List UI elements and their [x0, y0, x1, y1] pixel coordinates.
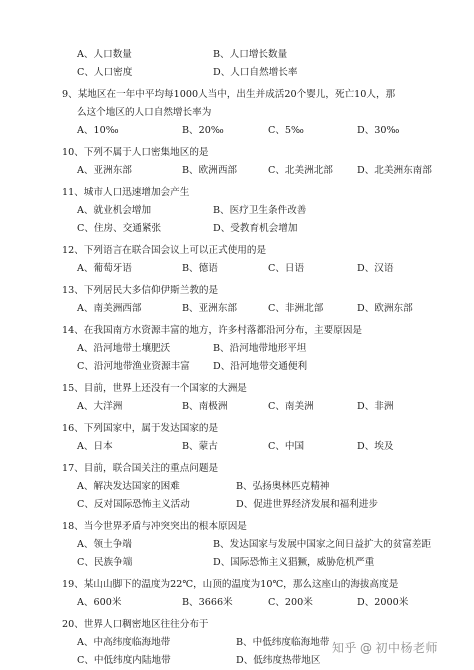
- option-line: [0, 64, 474, 82]
- question-line: [0, 322, 474, 340]
- question-text: 11、城市人口迅速增加会产生: [62, 187, 190, 198]
- watermark-at: @: [359, 641, 373, 655]
- option-b: B、亚洲东部: [182, 303, 238, 314]
- option-b: B、人口增长数量: [213, 49, 288, 60]
- option-line: [0, 536, 474, 554]
- option-b: B、弘扬奥林匹克精神: [236, 481, 330, 492]
- question-text: 10、下列不属于人口密集地区的是: [62, 147, 209, 158]
- option-c: C、非洲北部: [268, 303, 324, 314]
- option-a: C、住房、交通紧张: [77, 223, 162, 234]
- option-line: [0, 202, 474, 220]
- option-a: C、人口密度: [77, 67, 133, 78]
- option-d: D、30‰: [357, 125, 400, 136]
- question-line: [0, 576, 474, 594]
- option-line: [0, 300, 474, 318]
- option-c: C、5‰: [268, 125, 304, 136]
- option-b: B、医疗卫生条件改善: [213, 205, 307, 216]
- question-line: [0, 86, 474, 104]
- question-line: [0, 616, 474, 634]
- question-line: [0, 460, 474, 478]
- option-a: A、南美洲西部: [77, 303, 142, 314]
- option-c: C、北美洲北部: [268, 165, 333, 176]
- question-line: [0, 420, 474, 438]
- option-a: A、大洋洲: [77, 401, 123, 412]
- option-line: [0, 122, 474, 140]
- question-text: 12、下列语言在联合国会议上可以正式使用的是: [62, 245, 267, 256]
- question-line: [0, 184, 474, 202]
- option-line: [0, 260, 474, 278]
- option-c: C、日语: [268, 263, 305, 274]
- option-a: A、中高纬度临海地带: [77, 637, 171, 648]
- option-b: B、20‰: [182, 125, 224, 136]
- question-line: [0, 518, 474, 536]
- option-c: C、南美洲: [268, 401, 314, 412]
- option-line: [0, 220, 474, 238]
- option-line: [0, 478, 474, 496]
- option-c: C、中国: [268, 441, 305, 452]
- option-d: D、汉语: [357, 263, 394, 274]
- option-a: C、民族争端: [77, 557, 133, 568]
- question-text: 18、当今世界矛盾与冲突突出的根本原因是: [62, 521, 247, 532]
- question-line: [0, 144, 474, 162]
- watermark: [332, 639, 438, 656]
- option-b: B、南极洲: [182, 401, 228, 412]
- question-text: 13、下列居民大多信仰伊斯兰教的是: [62, 285, 219, 296]
- option-a: A、日本: [77, 441, 113, 452]
- option-line: [0, 398, 474, 416]
- option-b: D、低纬度热带地区: [236, 655, 321, 666]
- option-line: [0, 162, 474, 180]
- option-line: [0, 594, 474, 612]
- question-line: [0, 242, 474, 260]
- option-line: [0, 46, 474, 64]
- option-b: B、欧洲西部: [182, 165, 238, 176]
- option-d: D、埃及: [357, 441, 394, 452]
- option-a: A、领土争端: [77, 539, 132, 550]
- option-b: B、发达国家与发展中国家之间日益扩大的贫富差距: [213, 539, 432, 550]
- question-text: 17、目前，联合国关注的重点问题是: [62, 463, 219, 474]
- option-b: B、沿河地带地形平坦: [213, 343, 307, 354]
- question-text: 么这个地区的人口自然增长率为: [77, 107, 212, 118]
- question-line: [0, 282, 474, 300]
- question-line: [0, 104, 474, 122]
- option-d: D、2000米: [357, 597, 409, 608]
- option-b: B、中低纬度临海地带: [236, 637, 330, 648]
- option-d: D、非洲: [357, 401, 394, 412]
- option-b: D、受教育机会增加: [213, 223, 298, 234]
- option-a: C、反对国际恐怖主义活动: [77, 499, 190, 510]
- option-b: B、德语: [182, 263, 218, 274]
- question-text: 14、在我国南方水资源丰富的地方，许多村落都沿河分布，主要原因是: [62, 325, 363, 336]
- question-text: 20、世界人口稠密地区往往分布于: [62, 619, 209, 630]
- option-line: [0, 554, 474, 572]
- option-a: A、人口数量: [77, 49, 132, 60]
- watermark-brand: 知乎: [331, 641, 357, 655]
- option-a: A、沿河地带土壤肥沃: [77, 343, 171, 354]
- option-a: C、中低纬度内陆地带: [77, 655, 171, 666]
- option-line: [0, 358, 474, 376]
- option-line: [0, 496, 474, 514]
- option-line: [0, 438, 474, 456]
- option-a: C、沿河地带渔业资源丰富: [77, 361, 190, 372]
- option-line: [0, 340, 474, 358]
- option-b: B、3666米: [182, 597, 233, 608]
- option-d: D、欧洲东部: [357, 303, 413, 314]
- option-b: D、促进世界经济发展和福利进步: [236, 499, 379, 510]
- question-line: [0, 380, 474, 398]
- question-text: 19、某山山脚下的温度为22℃，山顶的温度为10℃，那么这座山的海拔高度是: [62, 579, 399, 590]
- option-a: A、就业机会增加: [77, 205, 152, 216]
- option-a: A、600米: [77, 597, 122, 608]
- question-text: 15、目前，世界上还没有一个国家的大洲是: [62, 383, 247, 394]
- option-a: A、亚洲东部: [77, 165, 132, 176]
- question-text: 9、某地区在一年中平均每1000人当中，出生并成活20个婴儿，死亡10人，那: [62, 89, 396, 100]
- option-b: D、国际恐怖主义猖獗，威胁危机严重: [213, 557, 375, 568]
- option-a: A、10‰: [77, 125, 119, 136]
- option-a: A、葡萄牙语: [77, 263, 132, 274]
- option-d: D、北美洲东南部: [357, 165, 432, 176]
- option-b: B、蒙古: [182, 441, 218, 452]
- option-b: D、人口自然增长率: [213, 67, 298, 78]
- option-b: D、沿河地带交通便利: [213, 361, 308, 372]
- option-c: C、200米: [268, 597, 313, 608]
- question-text: 16、下列国家中，属于发达国家的是: [62, 423, 219, 434]
- option-a: A、解决发达国家的困难: [77, 481, 180, 492]
- watermark-author: 初中杨老师: [375, 641, 438, 655]
